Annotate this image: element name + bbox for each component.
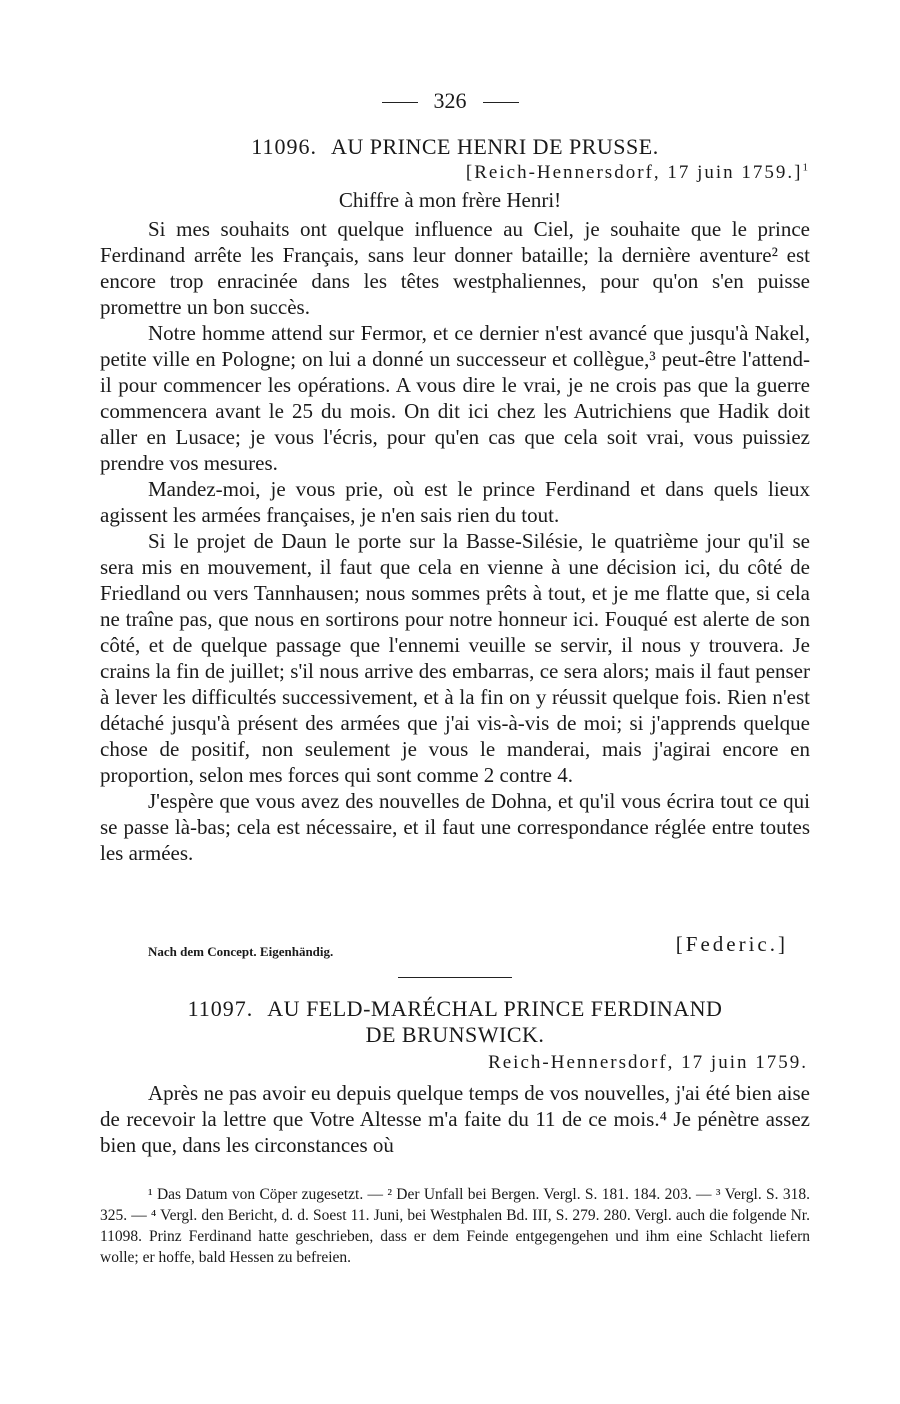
letter1-title: AU PRINCE HENRI DE PRUSSE.: [330, 134, 659, 159]
letter2-place-date: Reich-Hennersdorf, 17 juin 1759.: [488, 1052, 808, 1073]
letter1-number: 11096.: [251, 134, 317, 159]
letter1-source: Nach dem Concept. Eigenhändig.: [148, 944, 334, 959]
letter2-body: [100, 1080, 810, 1158]
left-dash: [382, 102, 418, 103]
letter1-paragraph: J'espère que vous avez des nouvelles de Dohna, et qu'il vous écrira tout ce qui se passe là-bas; cela est nécessaire, et il faut une correspondance réglée entre toutes les armées.: [100, 789, 810, 865]
letter1-paragraph: Si le projet de Daun le porte sur la Basse-Silésie, le quatrième jour qu'il se sera mis en mouvement, il faut que cela en vienne à une décision ici, du côté de Friedland ou vers Tannhausen; nous sommes prêts à tout, et je me flatte que, si cela ne traîne pas, que nous en sortirons pour notre honneur ici. Fouqué est alerte de son côté, et de quelque passage que l'ennemi veuille se servir, il nous y trouvera. Je crains la fin de juillet; s'il nous arrive des embarras, ce sera alors; mais il faut penser à lever les difficultés successivement, et à la fin on y réussit quelque fois. Rien n'est détaché jusqu'à présent des armées que j'ai vis-à-vis de moi; si j'apprends quelque chose de positif, non seulement je vous le manderai, mais j'agirai encore en proportion, selon mes forces qui sont comme 2 contre 4.: [100, 529, 810, 787]
letter2-heading-cont: [100, 1022, 810, 1048]
letter1-body: [100, 216, 810, 866]
letter1-place-date-line: [466, 162, 808, 184]
letter2-number: 11097.: [187, 996, 254, 1021]
letter2-place-date-line: [488, 1052, 808, 1074]
letter1-signature: [Federic.]: [675, 932, 788, 956]
letter1-paragraph: Notre homme attend sur Fermor, et ce dernier n'est avancé que jusqu'à Nakel, petite ville en Pologne; on lui a donné un successeur et collègue,³ peut-être l'attend-il pour commencer les opérations. A vous dire le vrai, je ne crois pas que la guerre commencera avant le 25 du mois. On dit ici chez les Autrichiens que Hadik doit aller en Lusace; je vous l'écris, pour qu'en cas que cela soit vrai, vous puissiez prendre vos mesures.: [100, 321, 810, 475]
letter1-heading: [100, 134, 810, 160]
page-number: 326: [433, 88, 467, 113]
letter1-chiffre: Chiffre à mon frère Henri!: [338, 188, 562, 212]
footnotes: [100, 1184, 810, 1268]
footnotes-text: ¹ Das Datum von Cöper zugesetzt. — ² Der Unfall bei Bergen. Vergl. S. 181. 184. 203. — ³ Vergl. S. 318. 325. — ⁴ Vergl. den Bericht, d. d. Soest 11. Juni, bei Westphalen Bd. III, S. 279. 280. Vergl. auch die folgende Nr. 11098. Prinz Ferdinand hatte geschrieben, dass er dem Feinde entgegengehen und ihm eine Schlacht liefern wolle; er hoffe, bald Hessen zu befreien.: [100, 1186, 810, 1266]
letter1-paragraph: Mandez-moi, je vous prie, où est le prince Ferdinand et dans quels lieux agissent les armées françaises, je n'en sais rien du tout.: [100, 477, 810, 527]
page-number-line: [0, 88, 900, 114]
letter1-footnote-ref: 1: [802, 161, 808, 174]
letter2-title-line2: DE BRUNSWICK.: [365, 1022, 545, 1047]
section-divider: [398, 977, 512, 978]
letter2-paragraph: Après ne pas avoir eu depuis quelque temps de vos nouvelles, j'ai été bien aise de recevoir la lettre que Votre Altesse m'a faite du 11 de ce mois.⁴ Je pénètre assez bien que, dans les circonstances où: [100, 1081, 810, 1157]
letter2-heading: [100, 996, 810, 1022]
letter1-paragraph: Si mes souhaits ont quelque influence au Ciel, je souhaite que le prince Ferdinand arrête les Français, sans leur donner bataille; la dernière aventure² est encore trop enracinée dans les têtes westphaliennes, pour qu'on s'en puisse promettre un bon succès.: [100, 217, 810, 319]
letter2-title-line1: AU FELD-MARÉCHAL PRINCE FERDINAND: [267, 996, 723, 1021]
letter1-signature-line: [148, 932, 788, 962]
right-dash: [483, 102, 519, 103]
letter1-place-date: [Reich-Hennersdorf, 17 juin 1759.]: [465, 162, 803, 183]
